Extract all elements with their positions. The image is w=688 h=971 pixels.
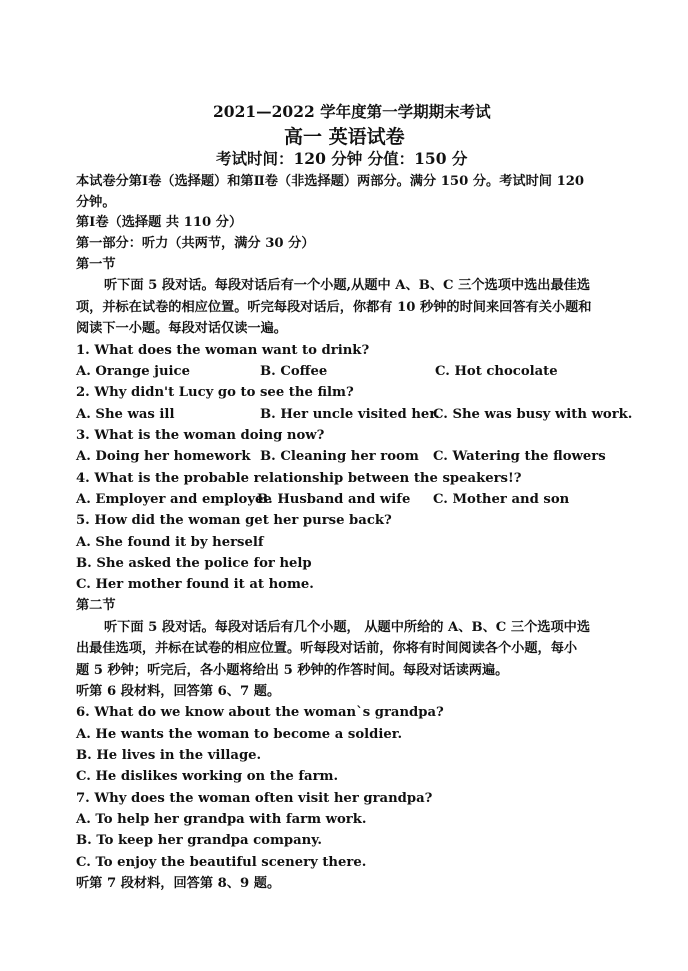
question-6: 6. What do we know about the woman`s grandpa? [76, 705, 444, 720]
question-2-option-c: C. She was busy with work. [433, 407, 633, 422]
question-5: 5. How did the woman get her purse back? [76, 513, 392, 528]
question-3: 3. What is the woman doing now? [76, 428, 325, 443]
question-1-option-c: C. Hot chocolate [435, 364, 558, 379]
question-2-option-b: B. Her uncle visited her. [260, 407, 440, 422]
section-1-heading: 第一节 [76, 257, 116, 272]
section-2-instructions-line-3: 题 5 秒钟；听完后，各小题将给出 5 秒钟的作答时间。每段对话读两遍。 [76, 663, 509, 678]
section-2-heading: 第二节 [76, 598, 116, 613]
volume-1-heading: 第Ⅰ卷（选择题 共 110 分） [76, 215, 243, 230]
question-7-option-a: A. To help her grandpa with farm work. [76, 812, 367, 827]
part-1-heading: 第一部分：听力（共两节，满分 30 分） [76, 236, 315, 251]
section-2-instructions-line-2: 出最佳选项，并标在试卷的相应位置。听每段对话前，你将有时间阅读各个小题，每小 [76, 641, 578, 656]
question-5-option-a: A. She found it by herself [76, 535, 264, 550]
question-7: 7. Why does the woman often visit her grandpa? [76, 791, 433, 806]
intro-line-2: 分钟。 [76, 195, 116, 210]
question-5-option-b: B. She asked the police for help [76, 556, 312, 571]
question-3-option-a: A. Doing her homework [76, 449, 251, 464]
question-2-option-a: A. She was ill [76, 407, 175, 422]
question-1: 1. What does the woman want to drink? [76, 343, 370, 358]
question-7-option-c: C. To enjoy the beautiful scenery there. [76, 855, 367, 870]
question-6-option-b: B. He lives in the village. [76, 748, 262, 763]
question-4: 4. What is the probable relationship between the speakers!? [76, 471, 522, 486]
question-1-option-a: A. Orange juice [76, 364, 190, 379]
material-7-heading: 听第 7 段材料，回答第 8、9 题。 [76, 876, 281, 891]
exam-subject-title: 高一 英语试卷 [284, 126, 405, 148]
section-2-instructions-line-1: 听下面 5 段对话。每段对话后有几个小题， 从题中所给的 A、B、C 三个选项中选 [104, 620, 591, 635]
question-5-option-c: C. Her mother found it at home. [76, 577, 314, 592]
material-6-heading: 听第 6 段材料，回答第 6、7 题。 [76, 684, 281, 699]
question-4-option-a: A. Employer and employee [76, 492, 272, 507]
question-6-option-a: A. He wants the woman to become a soldier. [76, 727, 403, 742]
question-3-option-c: C. Watering the flowers [433, 449, 606, 464]
question-7-option-b: B. To keep her grandpa company. [76, 833, 323, 848]
section-1-instructions-line-2: 项，并标在试卷的相应位置。听完每段对话后，你都有 10 秒钟的时间来回答有关小题和 [76, 300, 592, 315]
question-4-option-b: B. Husband and wife [257, 492, 411, 507]
section-1-instructions-line-3: 阅读下一小题。每段对话仅读一遍。 [76, 321, 287, 336]
exam-title: 2021—2022 学年度第一学期期末考试 [213, 102, 491, 121]
question-6-option-c: C. He dislikes working on the farm. [76, 769, 339, 784]
question-1-option-b: B. Coffee [260, 364, 328, 379]
exam-time-and-score: 考试时间：120 分钟 分值：150 分 [216, 149, 468, 168]
question-4-option-c: C. Mother and son [433, 492, 570, 507]
question-2: 2. Why didn't Lucy go to see the film? [76, 385, 354, 400]
intro-line-1: 本试卷分第Ⅰ卷（选择题）和第Ⅱ卷（非选择题）两部分。满分 150 分。考试时间 120 [76, 174, 585, 189]
question-3-option-b: B. Cleaning her room [260, 449, 419, 464]
section-1-instructions-line-1: 听下面 5 段对话。每段对话后有一个小题,从题中 A、B、C 三个选项中选出最佳选 [104, 278, 591, 293]
